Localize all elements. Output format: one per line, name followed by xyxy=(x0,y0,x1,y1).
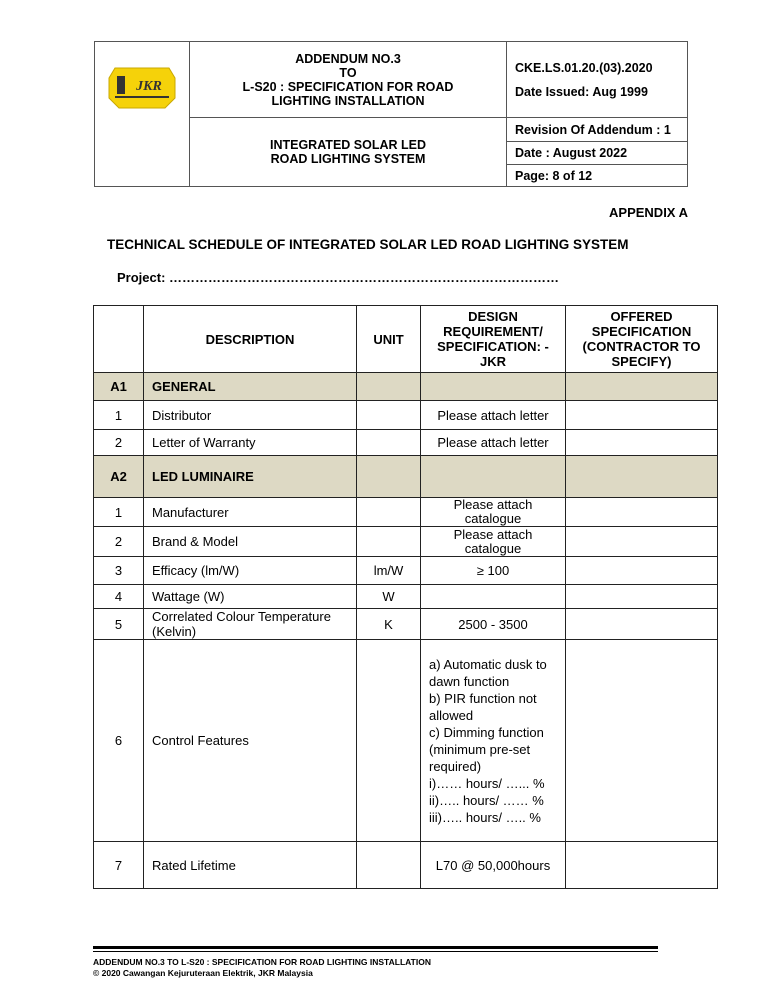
table-row xyxy=(94,842,718,889)
cell-description: Wattage (W) xyxy=(144,585,357,609)
cell-unit xyxy=(357,401,421,430)
table-row xyxy=(94,609,718,640)
cell-offered[interactable] xyxy=(566,640,718,842)
page-number: Page: 8 of 12 xyxy=(507,165,688,187)
cell-no: 4 xyxy=(94,585,144,609)
cell-offered[interactable] xyxy=(566,456,718,498)
cell-requirement: Please attach catalogue xyxy=(421,527,566,557)
revision: Revision Of Addendum : 1 xyxy=(507,118,688,142)
cell-offered[interactable] xyxy=(566,842,718,889)
cell-requirement: ≥ 100 xyxy=(421,557,566,585)
schedule-title: TECHNICAL SCHEDULE OF INTEGRATED SOLAR LED ROAD LIGHTING SYSTEM xyxy=(107,237,629,252)
section-row xyxy=(94,456,718,498)
cell-description: Control Features xyxy=(144,640,357,842)
cell-no: 5 xyxy=(94,609,144,640)
svg-text:JKR: JKR xyxy=(136,79,162,94)
date-issued: Date Issued: Aug 1999 xyxy=(515,84,648,99)
project-field: Project: ……………………………………………………………………………… xyxy=(117,270,560,285)
cell-requirement: 2500 - 3500 xyxy=(421,609,566,640)
table-row xyxy=(94,640,718,842)
title-line: L-S20 : SPECIFICATION FOR ROAD xyxy=(242,79,454,94)
title-line: LIGHTING INSTALLATION xyxy=(271,93,425,108)
cell-offered[interactable] xyxy=(566,430,718,456)
cell-offered[interactable] xyxy=(566,557,718,585)
cell-description: Correlated Colour Temperature (Kelvin) xyxy=(144,609,357,640)
title-line: ADDENDUM NO.3 xyxy=(295,51,401,66)
subtitle-line: INTEGRATED SOLAR LED xyxy=(269,138,427,152)
appendix-label: APPENDIX A xyxy=(609,205,688,220)
footer xyxy=(93,957,431,979)
cell-no: 2 xyxy=(94,527,144,557)
col-description: DESCRIPTION xyxy=(144,306,357,373)
cell-description: Distributor xyxy=(144,401,357,430)
col-no xyxy=(94,306,144,373)
cell-description: Efficacy (lm/W) xyxy=(144,557,357,585)
cell-no: A2 xyxy=(94,456,144,498)
header-title xyxy=(190,42,507,118)
cell-requirement: Please attach letter xyxy=(421,401,566,430)
col-offered: OFFERED SPECIFICATION (CONTRACTOR TO SPECIFY) xyxy=(566,306,718,373)
col-unit: UNIT xyxy=(357,306,421,373)
cell-requirement xyxy=(421,585,566,609)
col-requirement: DESIGN REQUIREMENT/ SPECIFICATION: - JKR xyxy=(421,306,566,373)
cell-unit xyxy=(357,842,421,889)
cell-unit xyxy=(357,456,421,498)
revision-date: Date : August 2022 xyxy=(507,142,688,165)
title-line: TO xyxy=(339,65,357,80)
footer-rule xyxy=(93,946,658,952)
document-header xyxy=(94,41,688,187)
cell-offered[interactable] xyxy=(566,498,718,527)
cell-description: Brand & Model xyxy=(144,527,357,557)
doc-code: CKE.LS.01.20.(03).2020 xyxy=(515,60,653,75)
cell-offered[interactable] xyxy=(566,585,718,609)
subtitle-line: ROAD LIGHTING SYSTEM xyxy=(270,152,426,166)
footer-line: ADDENDUM NO.3 TO L-S20 : SPECIFICATION FOR ROAD LIGHTING INSTALLATION xyxy=(93,957,431,967)
cell-unit xyxy=(357,373,421,401)
table-row xyxy=(94,557,718,585)
cell-requirement xyxy=(421,456,566,498)
cell-unit: W xyxy=(357,585,421,609)
cell-description: GENERAL xyxy=(144,373,357,401)
cell-unit: lm/W xyxy=(357,557,421,585)
cell-unit xyxy=(357,640,421,842)
cell-no: 6 xyxy=(94,640,144,842)
cell-description: LED LUMINAIRE xyxy=(144,456,357,498)
cell-unit xyxy=(357,430,421,456)
table-row xyxy=(94,430,718,456)
table-header xyxy=(94,306,718,373)
cell-offered[interactable] xyxy=(566,527,718,557)
cell-no: 3 xyxy=(94,557,144,585)
header-subtitle xyxy=(190,118,507,187)
cell-description: Manufacturer xyxy=(144,498,357,527)
cell-no: 1 xyxy=(94,498,144,527)
cell-description: Letter of Warranty xyxy=(144,430,357,456)
cell-no: 7 xyxy=(94,842,144,889)
footer-copyright: © 2020 Cawangan Kejuruteraan Elektrik, JKR Malaysia xyxy=(93,968,313,978)
doc-info xyxy=(507,42,688,118)
cell-offered[interactable] xyxy=(566,609,718,640)
table-row xyxy=(94,498,718,527)
table-row xyxy=(94,585,718,609)
cell-unit xyxy=(357,527,421,557)
cell-requirement: Please attach catalogue xyxy=(421,498,566,527)
cell-description: Rated Lifetime xyxy=(144,842,357,889)
cell-requirement: Please attach letter xyxy=(421,430,566,456)
cell-offered[interactable] xyxy=(566,401,718,430)
cell-offered[interactable] xyxy=(566,373,718,401)
table-row xyxy=(94,527,718,557)
cell-no: 2 xyxy=(94,430,144,456)
section-row xyxy=(94,373,718,401)
cell-requirement: a) Automatic dusk to dawn function b) PIR function not allowed c) Dimming function (minimum pre-set required) i)…… hours/ …... % ii)….. hours/ …… % iii)….. hours/ ….. % xyxy=(421,640,566,842)
cell-requirement xyxy=(421,373,566,401)
cell-unit xyxy=(357,498,421,527)
table-row xyxy=(94,401,718,430)
cell-unit: K xyxy=(357,609,421,640)
cell-no: A1 xyxy=(94,373,144,401)
jkr-logo xyxy=(107,64,177,110)
cell-requirement: L70 @ 50,000hours xyxy=(421,842,566,889)
logo-cell xyxy=(95,42,190,187)
technical-schedule-table xyxy=(93,305,718,889)
cell-no: 1 xyxy=(94,401,144,430)
